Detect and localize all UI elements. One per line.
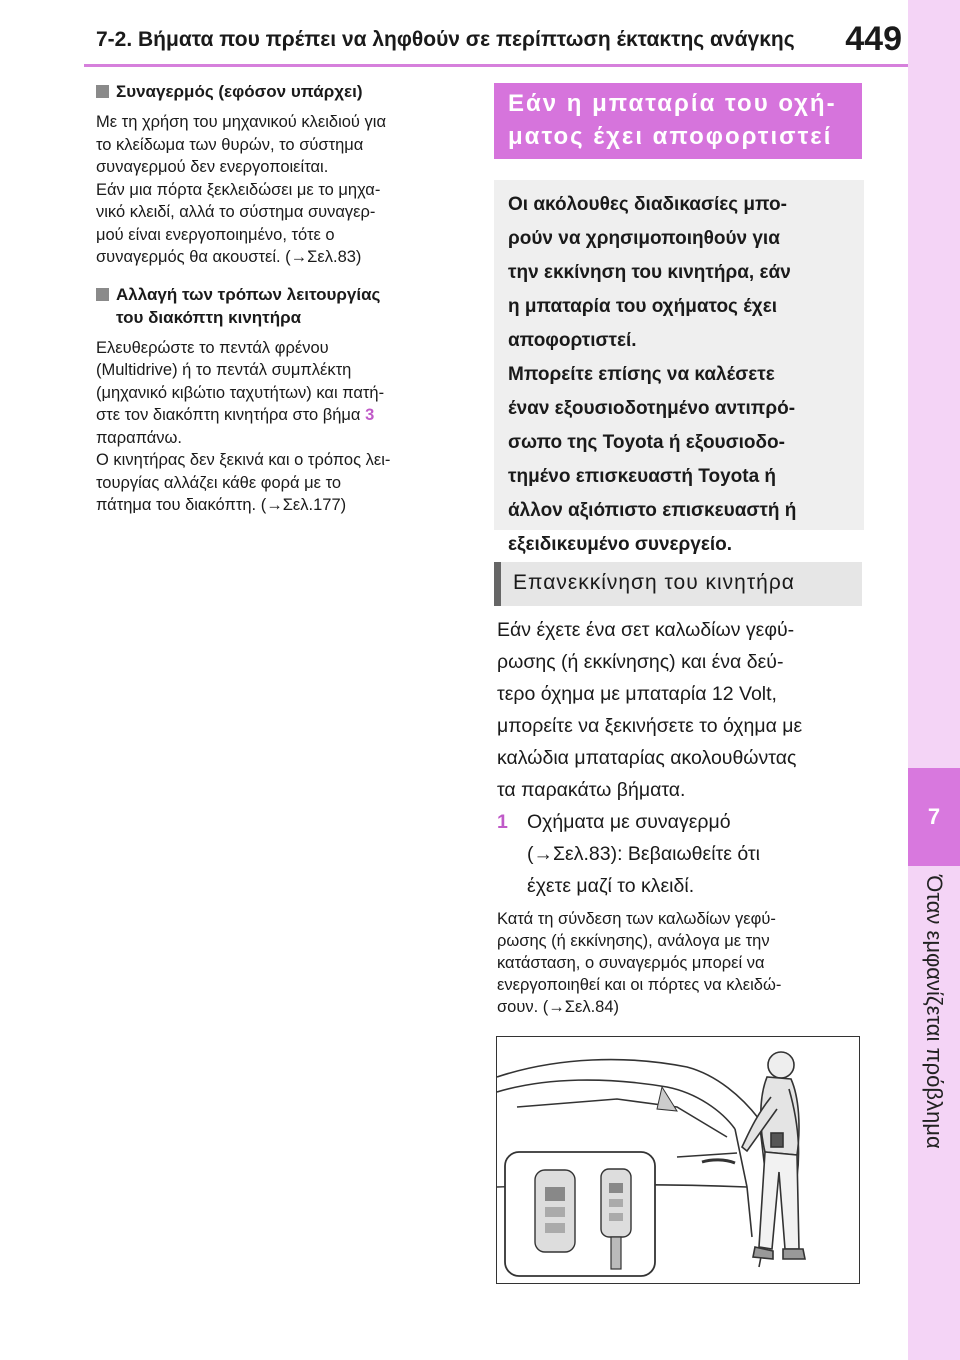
page-header-title: 7-2. Βήματα που πρέπει να ληφθούν σε περίπτωση έκτακτης ανάγκης (96, 28, 795, 51)
alarm-note: Κατά τη σύνδεση των καλωδίων γεφύ- ρωσης (ή εκκίνησης), ανάλογα με την κατάσταση, ο συναγερμός μπορεί να ενεργοποιηθεί και οι πόρτες να κλειδώ- σουν. (→Σελ.84) (497, 908, 863, 1018)
side-chapter-label: Όταν εμφανίζεται πρόβλημα (922, 875, 947, 1149)
alarm-paragraph: Με τη χρήση του μηχανικού κλειδιού για το κλείδωμα των θυρών, το σύστημα συναγερμού δεν ενεργοποιείται. Εάν μια πόρτα ξεκλειδώσει με το μηχα- νικό κλειδί, αλλά το σύστημα συναγερ- μού είναι ενεργοποιημένο, τότε ο συναγερμός θα ακουστεί. (→Σελ.83) (96, 111, 468, 269)
step-reference: 3 (365, 406, 375, 424)
square-bullet-icon (96, 288, 109, 301)
intro-paragraph: Εάν έχετε ένα σετ καλωδίων γεφύ- ρωσης (ή εκκίνησης) και ένα δεύ- τερο όχημα με μπαταρία 12 Volt, μπορείτε να ξεκινήσετε το όχημα με καλώδια μπαταρίας ακολουθώντας τα παρακάτω βήματα. (497, 619, 803, 801)
page-number: 449 (845, 20, 902, 58)
step-1: 1 Οχήματα με συναγερμό (→Σελ.83): Βεβαιωθείτε ότι έχετε μαζί το κλειδί. (497, 806, 867, 902)
switch-modes-heading: Αλλαγή των τρόπων λειτουργίας του διακόπτη κινητήρα (96, 283, 468, 329)
alarm-page-ref[interactable]: συναγερμός θα ακουστεί. (→Σελ.83) (96, 248, 362, 266)
battery-discharged-banner: Εάν η μπαταρία του οχή- ματος έχει αποφορτιστεί (494, 83, 862, 159)
restart-engine-heading: Επανεκκίνηση του κινητήρα (494, 562, 862, 606)
key-illustration (496, 1036, 860, 1284)
switch-page-ref[interactable]: πάτημα του διακόπτη. (→Σελ.177) (96, 496, 347, 514)
info-box: Οι ακόλουθες διαδικασίες μπο- ρούν να χρησιμοποιηθούν για την εκκίνηση του κινητήρα, εάν η μπαταρία του οχήματος έχει αποφορτιστεί. Μπορείτε επίσης να καλέσετε έναν εξουσιοδοτημένο αντιπρό- σωπο της Toyota ή εξουσιοδο- τημένο επισκευαστή Toyota ή άλλον αξιόπιστο επισκευαστή ή εξειδικευμένο συνεργείο. (494, 180, 864, 530)
step-number: 1 (497, 811, 508, 833)
switch-modes-paragraph: Ελευθερώστε το πεντάλ φρένου (Multidrive) ή το πεντάλ συμπλέκτη (μηχανικό κιβώτιο ταχυτήτων) και πατή- στε τον διακόπτη κινητήρα στο βήμα 3 παραπάνω. Ο κινητήρας δεν ξεκινά και ο τρόπος λει- τουργίας αλλάζει κάθε φορά με το πάτημα του διακόπτη. (→Σελ.177) (96, 337, 468, 517)
square-bullet-icon (96, 85, 109, 98)
chapter-tab[interactable]: 7 (908, 768, 960, 866)
step1-page-ref[interactable]: (→Σελ.83): Βεβαιωθείτε ότι (527, 843, 760, 865)
note-page-ref[interactable]: σουν. (→Σελ.84) (497, 998, 620, 1016)
left-column (96, 80, 468, 531)
header-rule (84, 64, 910, 67)
alarm-heading: Συναγερμός (εφόσον υπάρχει) (96, 80, 468, 103)
car-and-person-illustration (497, 1037, 858, 1282)
